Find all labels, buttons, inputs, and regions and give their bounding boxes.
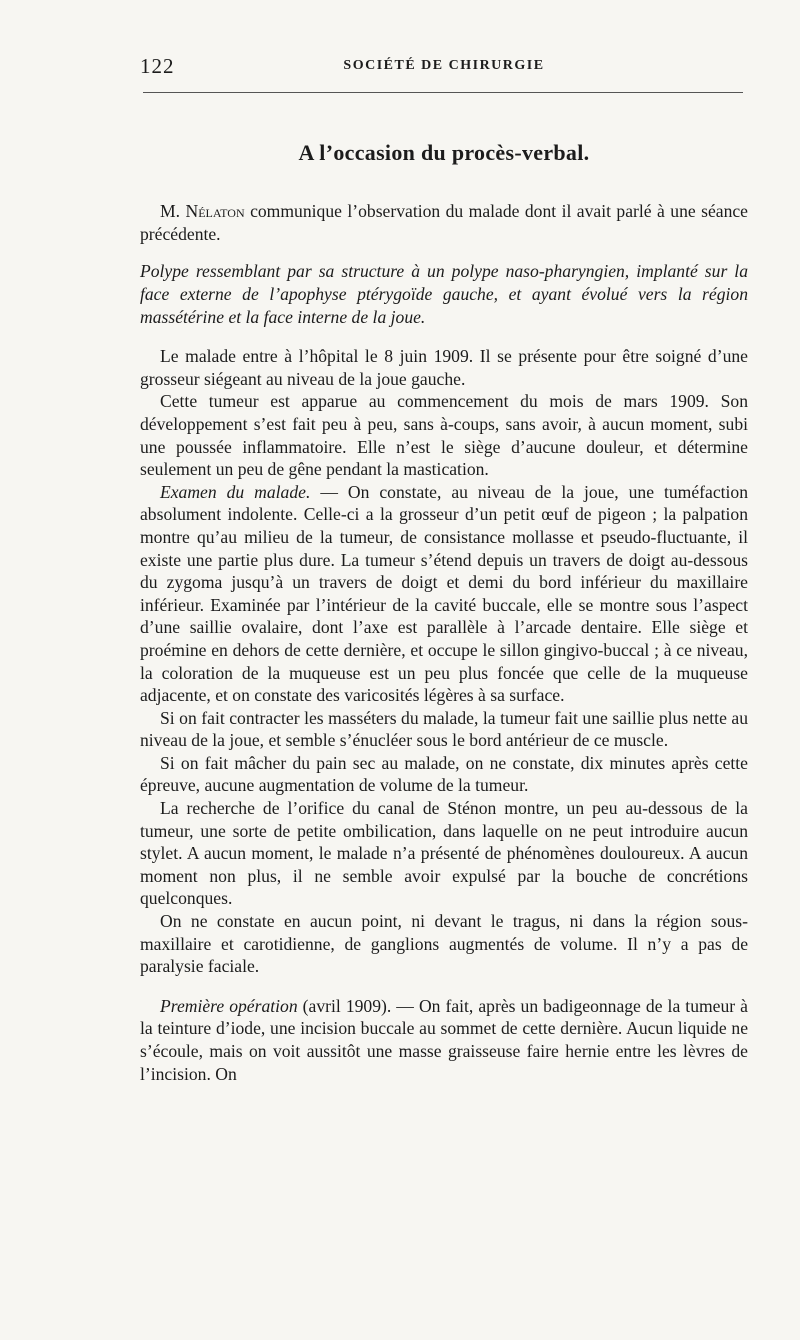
examen-text: — On constate, au niveau de la joue, une tuméfaction absolument indolente. Celle-ci a la grosseur d’un petit œuf de pigeon ; la palpation montre qu’au milieu de la tumeur, de consistance mollasse et pseudo-fluctuante, il existe une partie plus dure. La tumeur s’étend depuis un travers de doigt au-dessous du zygoma jusqu’à un travers de doigt et demi du bord inférieur du maxillaire inférieur. Examinée par l’intérieur de la cavité buccale, elle se montre sous l’aspect d’une saillie ovalaire, dont l’axe est parallèle à l’arcade dentaire. Elle siège et proémine en dehors de cette dernière, et occupe le sillon gingivo-buccal ; à ce niveau, la coloration de la muqueuse est un peu plus foncée que celle de la muqueuse adjacente, et on constate des varicosités légères à sa surface. — [140, 481, 749, 706]
section-title: A l’occasion du procès-verbal. — [298, 140, 590, 165]
header-rule — [143, 92, 743, 93]
paragraph-stenon: La recherche de l’orifice du canal de Sténon montre, un peu au-dessous de la tumeur, une sorte de petite ombilication, dans laquelle on ne peut introduire aucun stylet. A aucun moment, le malade n’a présenté de phénomènes douloureux. A aucun moment non plus, il ne semble avoir expulsé par la bouche de concrétions quelconques. — [140, 798, 748, 909]
intro-text: communique l’observation du malade dont il avait parlé à une séance précédente. — [140, 201, 748, 244]
running-header — [140, 54, 748, 82]
examen-label: Examen du malade. — [160, 481, 311, 502]
running-title: SOCIÉTÉ DE CHIRURGIE — [343, 58, 545, 73]
page-number: 122 — [140, 54, 175, 78]
paragraph-history: Cette tumeur est apparue au commencement du mois de mars 1909. Son développement s’est fait peu à peu, sans à-coups, sans avoir, à aucun moment, subi une poussée inflammatoire. Elle n’est le siège d’aucune douleur, et détermine seulement un peu de gêne pendant la mastication. — [140, 391, 748, 480]
paragraph-admission: Le malade entre à l’hôpital le 8 juin 1909. Il se présente pour être soigné d’une grosseur siégeant au niveau de la joue gauche. — [140, 346, 748, 389]
paragraph-examen — [140, 481, 748, 707]
operation-text: (avril 1909). — On fait, après un badigeonnage de la tumeur à la teinture d’iode, une incision buccale au sommet de cette dernière. Aucun liquide ne s’écoule, mais on voit aussitôt une masse graisseuse faire hernie entre les lèvres de l’incision. On — [140, 995, 748, 1084]
author-name: Nélaton — [185, 201, 245, 221]
article-body — [140, 200, 748, 1085]
paragraph-ganglions: On ne constate en aucun point, ni devant le tragus, ni dans la région sous-maxillaire et carotidienne, de ganglions augmentés de volume. Il n’y a pas de paralysie faciale. — [140, 911, 748, 977]
paragraph-operation — [140, 995, 748, 1085]
operation-label: Première opération — [160, 995, 298, 1016]
intro-lead: M. — [160, 201, 181, 221]
case-subtitle: Polype ressemblant par sa structure à un polype naso-pharyngien, implanté sur la face externe de l’apophyse ptérygoïde gauche, et ayant évolué vers la région massétérine et la face interne de la joue. — [140, 261, 748, 328]
paragraph-chewing: Si on fait mâcher du pain sec au malade, on ne constate, dix minutes après cette épreuve, aucune augmentation de volume de la tumeur. — [140, 752, 748, 796]
paragraph-masseter: Si on fait contracter les masséters du malade, la tumeur fait une saillie plus nette au niveau de la joue, et semble s’énucléer sous le bord antérieur de ce muscle. — [140, 707, 748, 751]
intro-paragraph — [140, 200, 748, 245]
